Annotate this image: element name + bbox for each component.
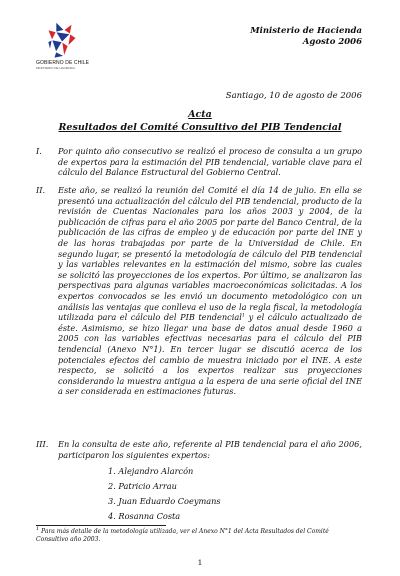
section-ii: [36, 185, 362, 397]
section-i: [36, 146, 362, 178]
document-date: Santiago, 10 de agosto de 2006: [225, 91, 362, 101]
section-number: III.: [36, 439, 49, 449]
logo-subtext: MINISTERIO DE HACIENDA: [36, 66, 75, 70]
section-iii: [36, 439, 362, 460]
header-block: [250, 26, 362, 48]
footnote-divider: [36, 525, 166, 526]
section-text: [58, 185, 362, 397]
header-date: Agosto 2006: [302, 37, 362, 47]
list-item: 3. Juan Eduardo Coeymans: [108, 496, 221, 506]
footnote: [36, 528, 362, 544]
logo-text: GOBIERNO DE CHILE: [36, 60, 90, 66]
footnote-reference[interactable]: 1: [241, 312, 246, 319]
section-text: Por quinto año consecutivo se realizó el proceso de consulta a un grupo de expertos para la estimación del PIB tendencial, variable clave para el cálculo del Balance Estructural del Gobierno Central.: [58, 146, 362, 178]
page-number: 1: [197, 558, 203, 567]
section-text: En la consulta de este año, referente al PIB tendencial para el año 2006, participaron los siguientes expertos:: [58, 439, 362, 460]
section-text-part-b: y el cálculo actualizado de éste. Asimismo, se hizo llegar una base de datos anual desde 1960 a 2005 con las variables efectivas necesarias para el cálculo del PIB tendencial (Anexo N°1). En tercer lugar se discutió acerca de los potenciales efectos del cambio de muestra iniciado por el INE. A este respecto, se solicitó a los expertos realizar sus proyecciones considerando la muestra antigua a la espera de una serie oficial del INE a ser considerada en estimaciones futuras.: [58, 312, 362, 397]
header-ministry: Ministerio de Hacienda: [250, 26, 362, 36]
list-item: 1. Alejandro Alarcón: [108, 466, 194, 476]
section-number: II.: [36, 185, 46, 195]
list-item: 4. Rosanna Costa: [108, 511, 181, 521]
footnote-text: Para más detalle de la metodología utilizada, ver el Anexo N°1 del Acta Resultados del Comité Consultivo año 2003.: [36, 528, 329, 543]
section-number: I.: [36, 146, 42, 156]
section-text-part-a: Este año, se realizó la reunión del Comité el día 14 de julio. En ella se presentó una actualización del cálculo del PIB tendencial, producto de la revisión de Cuentas Nacionales para los años 2003 y 2004, de la publicación de cifras para el año 2005 por parte del Banco Central, de la publicación de las cifras de empleo y de educación por parte del INE y de las horas trabajadas por parte de la Universidad de Chile. En segundo lugar, se presentó la metodología de cálculo del PIB tendencial y las variables relevantes en la estimación del mismo, sobre las cuales se solicitó las proyecciones de los expertos. Por último, se analizaron las perspectivas para algunas variables macroeconómicas solicitadas. A los expertos convocados se les envió un documento metodológico con un análisis las ventajas que conlleva el uso de la regla fiscal, la metodología utilizada para el cálculo del PIB tendencial: [58, 185, 362, 323]
list-item: 2. Patricio Arrau: [108, 481, 177, 491]
footnote-mark: 1: [36, 526, 40, 532]
flag-shield-icon: [36, 20, 96, 60]
document-title: Acta: [188, 109, 212, 120]
document-subtitle: Resultados del Comité Consultivo del PIB Tendencial: [58, 122, 342, 133]
